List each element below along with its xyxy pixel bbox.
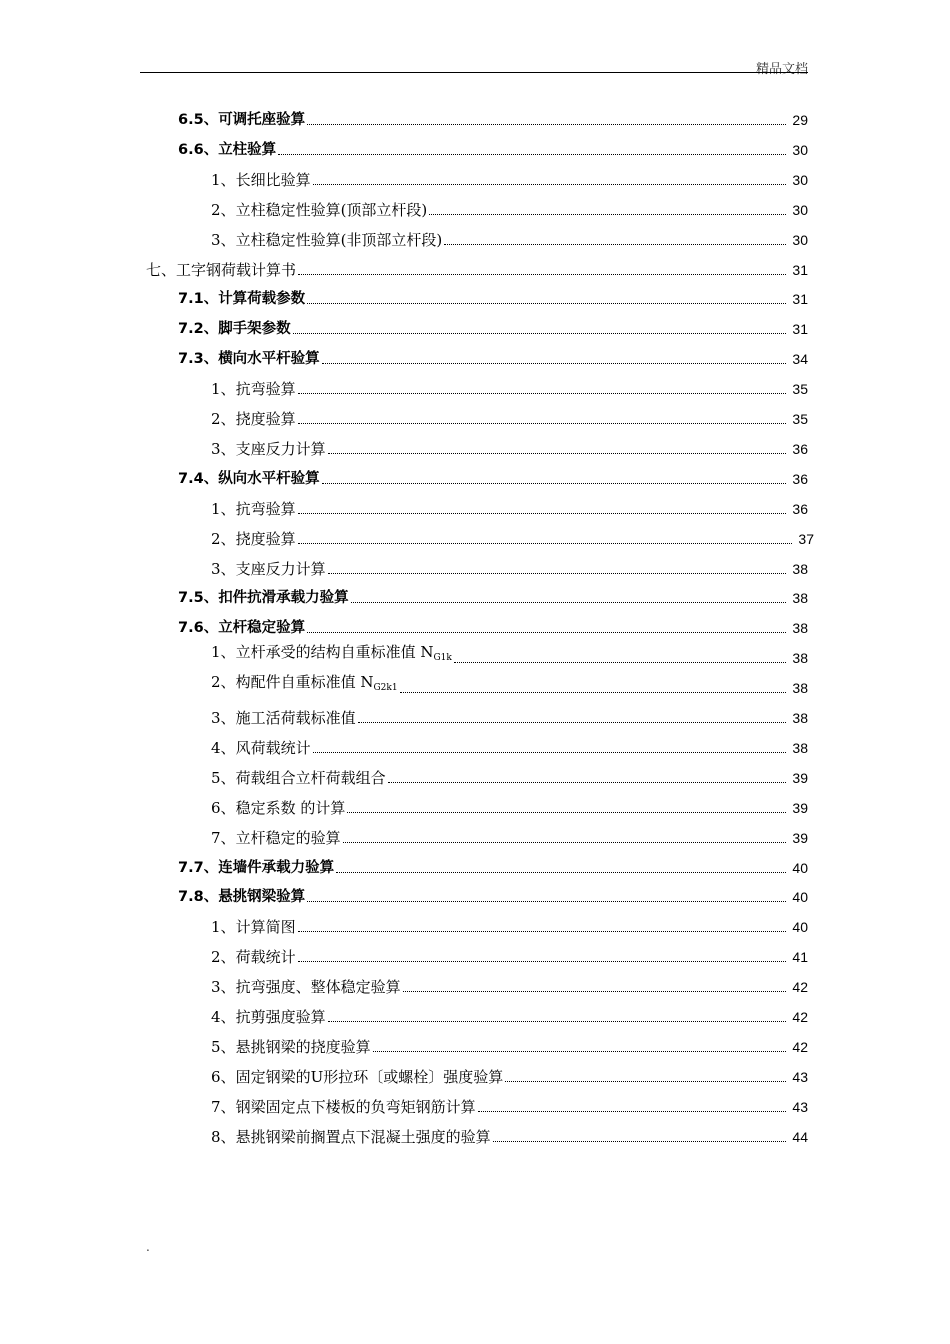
toc-entry-separator: 、 [220,643,236,662]
toc-entry[interactable] [178,877,808,907]
toc-entry-separator: 、 [220,798,236,817]
toc-entry-number: 6.5 [178,112,204,128]
toc-dot-leader [293,333,786,334]
toc-dot-leader [307,901,786,902]
toc-dot-leader [298,423,786,424]
toc-entry-number: 七 [146,260,162,279]
toc-page-number: 39 [792,829,808,846]
toc-entry-separator: 、 [203,590,219,607]
toc-entry-number: 1 [211,918,221,937]
toc-entry-number: 5 [211,1037,221,1056]
toc-dot-leader [429,214,786,215]
toc-entry-number: 7.6 [178,620,204,637]
toc-entry-label: 抗弯验算 [235,380,296,399]
toc-page-number: 31 [792,321,808,338]
toc-entry-title [211,559,326,579]
toc-entry-number: 1 [211,170,221,189]
toc-page-number: 38 [792,680,808,697]
toc-entry[interactable] [211,967,808,997]
toc-page-number: 36 [792,470,808,487]
toc-entry[interactable] [211,1057,808,1087]
toc-entry-number: 7.8 [178,889,204,906]
toc-entry-separator: 、 [220,978,236,997]
toc-entry-title [211,379,296,399]
toc-dot-leader [493,1141,786,1142]
toc-page-number: 38 [792,560,808,577]
toc-entry-subscript: G1k [433,653,452,664]
toc-entry-title [211,200,427,220]
toc-entry-number: 7.7 [178,859,204,876]
toc-entry-separator: 、 [220,1008,236,1026]
toc-entry-title [211,798,345,818]
toc-entry-number: 4 [211,738,221,757]
toc-page-number: 42 [792,1038,808,1055]
toc-entry-separator: 、 [220,948,236,967]
toc-entry-title [178,887,305,907]
toc-entry-title [211,409,296,429]
toc-entry-title [211,1007,326,1027]
toc-dot-leader [505,1081,786,1082]
toc-entry-title [211,768,386,788]
toc-entry-label: 支座反力计算 [235,559,326,578]
toc-dot-leader [478,1111,786,1112]
toc-entry-title [211,1127,491,1147]
toc-entry-label: 荷载统计 [235,948,296,967]
toc-entry[interactable] [211,758,808,788]
toc-dot-leader [307,632,786,633]
toc-page-number: 30 [792,201,808,218]
toc-dot-leader [298,961,786,962]
toc-dot-leader [388,782,786,783]
toc-entry-number: 8 [211,1127,221,1146]
toc-entry-number: 4 [211,1008,221,1026]
toc-entry-separator: 、 [203,351,219,368]
toc-entry[interactable] [211,369,808,399]
toc-dot-leader [444,244,786,245]
toc-entry-label: 扣件抗滑承载力验算 [218,590,349,607]
toc-entry-number: 7.3 [178,351,204,368]
toc-entry[interactable] [211,519,814,549]
toc-entry-number: 3 [211,978,221,997]
toc-entry[interactable] [211,1117,808,1147]
toc-entry-title [211,977,401,997]
toc-entry-separator: 、 [203,291,219,308]
toc-entry-label: 脚手架参数 [218,321,291,338]
toc-page-number: 42 [792,979,808,996]
toc-entry-title [178,618,305,638]
toc-entry[interactable] [211,429,808,459]
toc-entry-title [178,319,291,339]
toc-entry-label: 构配件自重标准值 N [235,673,374,692]
toc-page-number: 35 [792,381,808,398]
toc-entry-subscript: G2k1 [373,683,398,694]
toc-page-number: 38 [792,590,808,607]
toc-dot-leader [298,393,786,394]
toc-dot-leader [278,154,786,155]
toc-entry-label: 抗弯强度、整体稳定验算 [235,978,401,997]
toc-entry-number: 3 [211,439,221,458]
toc-entry-title [211,917,296,937]
toc-entry[interactable] [211,937,808,967]
toc-entry-number: 3 [211,709,221,727]
toc-entry-label: 挠度验算 [235,529,296,548]
toc-entry-number: 2 [211,948,221,967]
toc-page-number: 43 [792,1098,808,1115]
toc-entry-separator: 、 [220,738,236,757]
toc-entry-label: 悬挑钢梁前搁置点下混凝土强度的验算 [235,1127,491,1146]
toc-entry-number: 6 [211,1067,221,1086]
toc-page-number: 40 [792,859,808,876]
toc-entry-label: 立柱稳定性验算(顶部立杆段) [235,200,428,219]
toc-entry-title [211,947,296,967]
toc-dot-leader [358,722,786,723]
toc-entry-separator: 、 [220,499,236,518]
toc-page-number: 38 [792,739,808,756]
toc-entry[interactable] [178,339,808,369]
toc-entry-number: 1 [211,499,221,518]
toc-page-number: 39 [792,799,808,816]
toc-entry-number: 1 [211,380,221,399]
toc-entry[interactable] [146,250,808,280]
toc-entry[interactable] [211,788,808,818]
toc-entry-separator: 、 [220,529,236,548]
toc-entry[interactable] [211,698,808,728]
toc-entry[interactable] [178,578,808,608]
toc-entry[interactable] [211,1087,808,1117]
toc-entry-title [211,230,442,250]
toc-dot-leader [322,483,786,484]
toc-dot-leader [298,274,786,275]
toc-dot-leader [307,303,786,304]
toc-entry-number: 5 [211,768,221,787]
toc-page-number: 39 [792,769,808,786]
toc-entry[interactable] [211,907,808,937]
toc-entry-number: 2 [211,529,221,548]
toc-entry-title [211,828,341,848]
toc-page-number: 36 [792,440,808,457]
toc-entry-label: 立杆稳定的验算 [235,828,341,847]
toc-entry-number: 2 [211,200,221,219]
toc-page-number: 42 [792,1009,808,1025]
toc-entry-separator: 、 [203,321,219,338]
toc-dot-leader [298,931,786,932]
toc-page-number: 41 [792,949,808,966]
toc-entry-number: 2 [211,410,221,428]
toc-page-number: 30 [792,141,808,158]
toc-entry-title [211,529,296,549]
toc-entry-separator: 、 [220,918,236,937]
toc-page-number: 38 [792,710,808,726]
toc-entry-number: 7 [211,828,221,847]
toc-dot-leader [336,872,786,873]
toc-entry-label: 支座反力计算 [235,439,326,458]
toc-entry-separator: 、 [220,768,236,787]
toc-dot-leader [403,991,786,992]
toc-entry-title [178,289,305,309]
toc-dot-leader [298,513,786,514]
toc-entry-number: 2 [211,673,221,692]
toc-entry[interactable] [211,399,808,429]
toc-entry-label: 计算简图 [235,918,296,937]
toc-page-number: 37 [798,530,814,547]
toc-dot-leader [373,1051,786,1052]
toc-entry-number: 1 [211,643,221,662]
toc-entry[interactable] [211,728,808,758]
toc-page-number: 31 [792,291,808,308]
toc-entry-number: 6.6 [178,141,204,158]
toc-entry-separator: 、 [220,828,236,847]
toc-entry-title [211,642,452,668]
toc-entry-title [211,1037,371,1057]
toc-entry-separator: 、 [203,112,219,128]
toc-entry-separator: 、 [203,889,219,906]
toc-entry-label: 施工活荷载标准值 [235,709,356,727]
toc-page-number: 34 [792,351,808,368]
toc-entry[interactable] [178,309,808,339]
toc-entry[interactable] [211,1027,808,1057]
toc-entry-title [178,588,349,608]
toc-entry-title [146,260,296,280]
toc-entry-separator: 、 [220,1097,236,1116]
toc-entry-label: 抗弯验算 [235,499,296,518]
toc-entry-label: 立柱稳定性验算(非顶部立杆段) [235,230,443,249]
toc-page-number: 31 [792,261,808,278]
toc-page-number: 30 [792,171,808,188]
toc-entry-title [211,708,356,728]
toc-page-number: 40 [792,889,808,906]
toc-entry-title [211,170,311,190]
toc-entry-number: 7.1 [178,291,204,308]
toc-entry-label: 纵向水平杆验算 [218,470,320,487]
toc-entry-label: 悬挑钢梁的挠度验算 [235,1037,371,1056]
toc-page-number: 40 [792,919,808,936]
toc-page-number: 35 [792,411,808,427]
toc-entry-title [211,1097,476,1117]
toc-entry-label: 荷载组合立杆荷载组合 [235,768,386,787]
toc-entry-number: 6 [211,798,221,817]
toc-entry-label: 横向水平杆验算 [218,351,320,368]
toc-page-number: 38 [792,620,808,637]
toc-entry-label: 挠度验算 [235,410,296,428]
toc-entry-number: 3 [211,559,221,578]
toc-entry-label: 立杆承受的结构自重标准值 N [235,643,434,662]
toc-entry-separator: 、 [220,200,236,219]
toc-entry-separator: 、 [203,620,219,637]
toc-entry-separator: 、 [220,170,236,189]
toc-entry-label: 风荷载统计 [235,738,311,757]
toc-entry-title [178,110,305,130]
toc-entry-separator: 、 [203,470,219,487]
toc-entry-title [211,499,296,519]
toc-entry[interactable] [178,100,808,130]
toc-entry-number: 7.5 [178,590,204,607]
toc-entry-label: 连墙件承载力验算 [218,859,335,876]
toc-entry-title [211,672,398,698]
toc-page-number: 43 [792,1068,808,1085]
toc-entry-title [178,858,334,878]
toc-entry-label: 长细比验算 [235,170,311,189]
toc-entry[interactable] [211,638,808,668]
toc-page-number: 30 [792,231,808,248]
toc-entry-separator: 、 [203,141,219,158]
toc-entry-label: 钢梁固定点下楼板的负弯矩钢筋计算 [235,1097,476,1116]
toc-entry-separator: 、 [203,859,219,876]
footer-mark: . [146,1240,150,1254]
toc-entry[interactable] [178,279,808,309]
toc-entry[interactable] [178,130,808,160]
toc-dot-leader [347,812,786,813]
toc-entry[interactable] [211,668,808,698]
toc-entry-title [178,349,320,369]
toc-entry-title [211,738,311,758]
toc-entry-separator: 、 [220,380,236,399]
toc-entry-label: 稳定系数 的计算 [235,798,346,817]
toc-entry-title [211,439,326,459]
toc-entry-separator: 、 [220,230,236,249]
toc-entry-separator: 、 [220,439,236,458]
toc-entry-number: 7.2 [178,321,204,338]
toc-entry[interactable] [211,818,808,848]
toc-dot-leader [343,842,786,843]
toc-entry-separator: 、 [220,1067,236,1086]
toc-entry[interactable] [211,489,808,519]
toc-dot-leader [328,1021,786,1022]
toc-entry[interactable] [211,549,808,579]
toc-entry-label: 立杆稳定验算 [218,620,306,637]
toc-entry-label: 抗剪强度验算 [235,1008,326,1026]
toc-entry-separator: 、 [220,1127,236,1146]
toc-entry-label: 立柱验算 [218,141,277,158]
toc-dot-leader [313,752,786,753]
toc-dot-leader [328,453,786,454]
toc-entry-title [178,140,276,160]
toc-entry[interactable] [178,608,808,638]
header-title: 精品文档 [755,62,808,77]
toc-dot-leader [351,602,786,603]
toc-page-number: 38 [792,650,808,667]
toc-entry[interactable] [211,997,808,1027]
toc-page-number: 44 [792,1128,808,1145]
toc-entry-number: 7.4 [178,470,204,487]
toc-entry[interactable] [211,160,808,190]
toc-entry-separator: 、 [220,709,236,727]
toc-dot-leader [454,662,786,663]
toc-dot-leader [307,124,786,125]
toc-entry-number: 7 [211,1097,221,1116]
toc-entry-separator: 、 [220,410,236,428]
toc-entry-title [211,1067,503,1087]
toc-entry-label: 固定钢梁的U形拉环〔或螺栓〕强度验算 [235,1067,504,1086]
toc-entry-label: 悬挑钢梁验算 [218,889,306,906]
toc-entry-label: 工字钢荷载计算书 [176,260,297,279]
toc-entry[interactable] [178,459,808,489]
toc-entry[interactable] [211,190,808,220]
toc-entry[interactable] [178,848,808,878]
toc-entry-title [178,469,320,489]
toc-dot-leader [313,184,786,185]
toc-entry-separator: 、 [161,260,177,279]
toc-entry-label: 可调托座验算 [218,112,306,128]
toc-entry[interactable] [211,220,808,250]
toc-dot-leader [322,363,786,364]
header-rule [140,72,808,73]
toc-entry-separator: 、 [220,1037,236,1056]
toc-dot-leader [328,573,786,574]
toc-entry-number: 3 [211,230,221,249]
toc-entry-separator: 、 [220,559,236,578]
toc-entry-separator: 、 [220,673,236,692]
toc-dot-leader [400,692,786,693]
toc-page-number: 29 [792,112,808,128]
toc-entry-label: 计算荷载参数 [218,291,306,308]
toc-page-number: 36 [792,500,808,517]
toc-dot-leader [298,543,792,544]
